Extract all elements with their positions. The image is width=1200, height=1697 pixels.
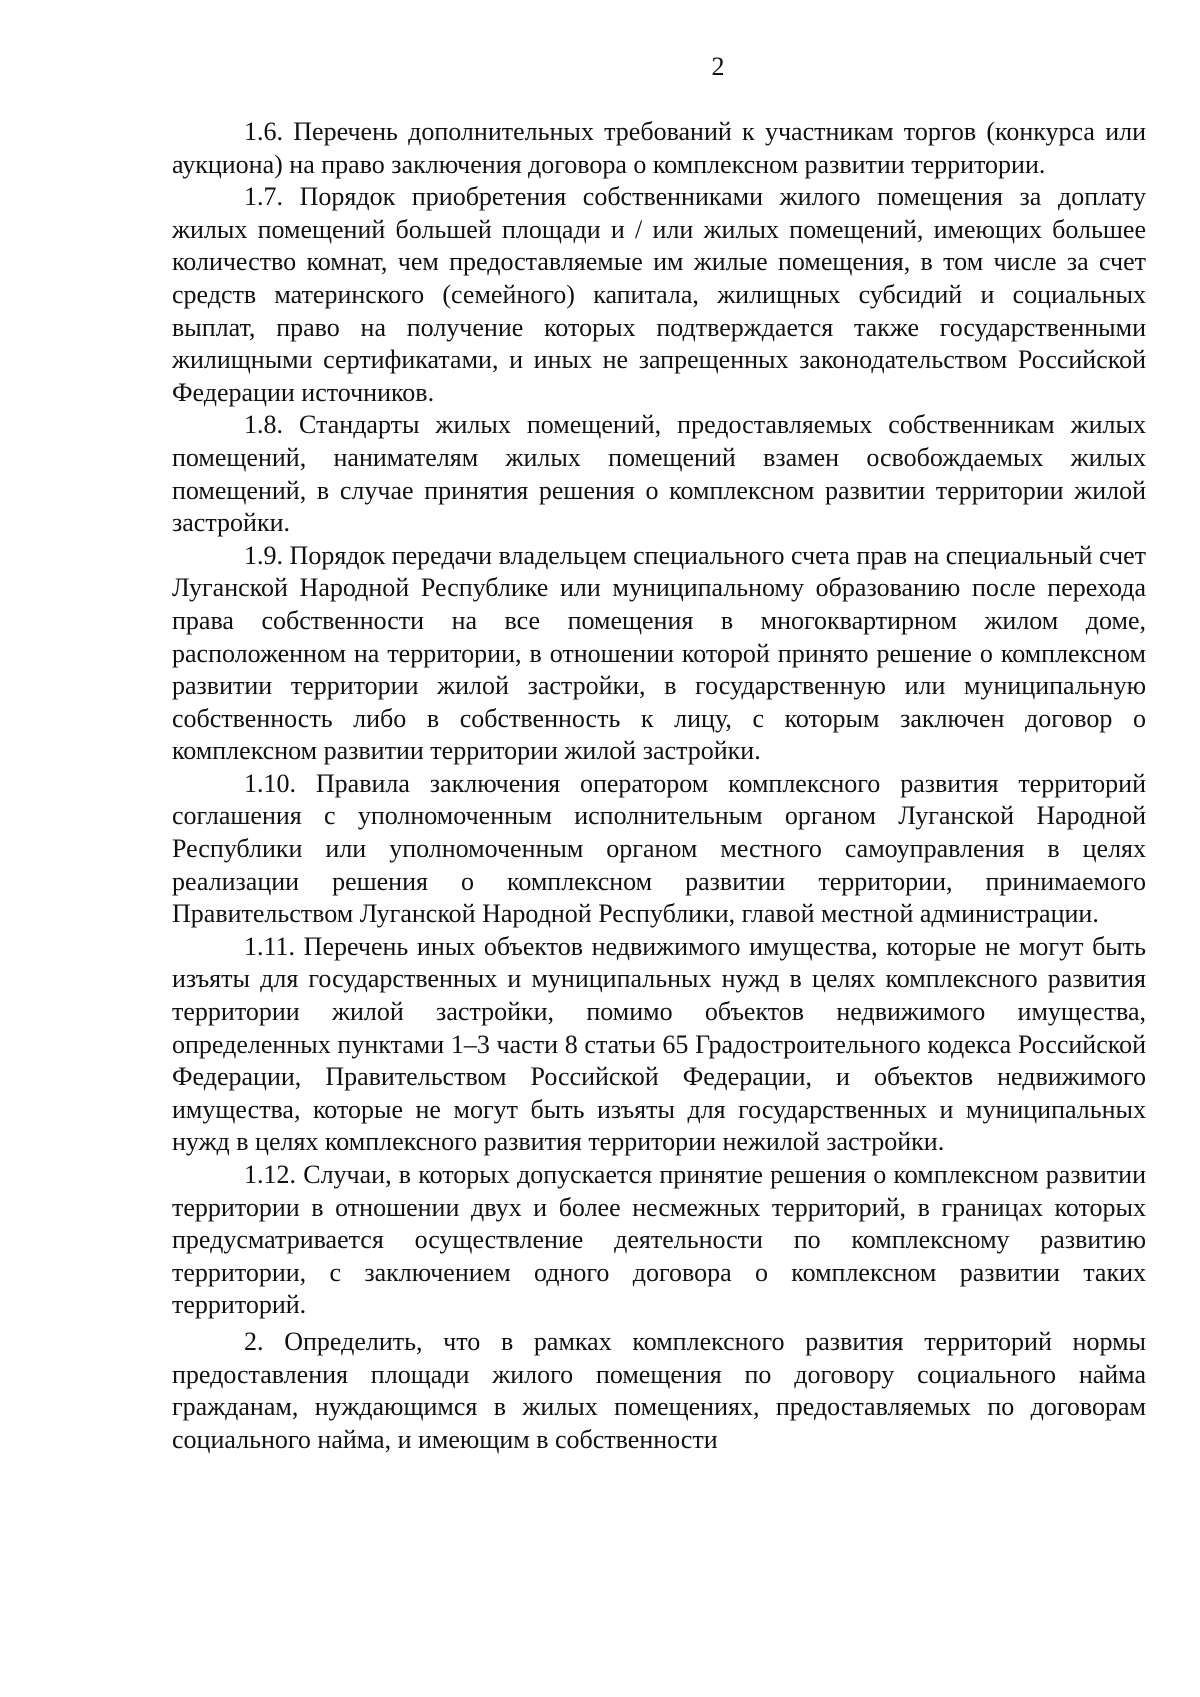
paragraph-2: 2. Определить, что в рамках комплексного развития территорий нормы предоставления площади жилого помещения по договору социального найма гражданам, нуждающимся в жилых помещениях, предоставляемых по договорам социального найма, и имеющим в собственности (172, 1326, 1146, 1454)
paragraph-1-8: 1.8. Стандарты жилых помещений, предоставляемых собственникам жилых помещений, нанимателям жилых помещений взамен освобождаемых жилых помещений, в случае принятия решения о комплексном развитии территории жилой застройки. (172, 410, 1146, 538)
paragraph-1-11: 1.11. Перечень иных объектов недвижимого имущества, которые не могут быть изъяты для государственных и муниципальных нужд в целях комплексного развития территории жилой застройки, помимо объектов недвижимого имущества, определенных пунктами 1–3 части 8 статьи 65 Градостроительного кодекса Российской Федерации, Правительством Российской Федерации, и объектов недвижимого имущества, которые не могут быть изъяты для государственных и муниципальных нужд в целях комплексного развития территории нежилой застройки. (172, 931, 1146, 1157)
paragraph-1-12: 1.12. Случаи, в которых допускается принятие решения о комплексном развитии территории в отношении двух и более несмежных территорий, в границах которых предусматривается осуществление деятельности по комплексному развитию территории, с заключением одного договора о комплексном развитии таких территорий. (172, 1160, 1146, 1320)
paragraph-1-7: 1.7. Порядок приобретения собственниками жилого помещения за доплату жилых помещений большей площади и / или жилых помещений, имеющих большее количество комнат, чем предоставляемые им жилые помещения, в том числе за счет средств материнского (семейного) капитала, жилищных субсидий и социальных выплат, право на получение которых подтверждается также государственными жилищными сертификатами, и иных не запрещенных законодательством Российской Федерации источников. (172, 182, 1146, 407)
page-number: 2 (711, 52, 725, 81)
paragraph-1-9: 1.9. Порядок передачи владельцем специального счета прав на специальный счет Луганской Народной Республике или муниципальному образованию после перехода права собственности на все помещения в многоквартирном жилом доме, расположенном на территории, в отношении которой принято решение о комплексном развитии территории жилой застройки, в государственную или муниципальную собственность либо в собственность к лицу, с которым заключен договор о комплексном развитии территории жилой застройки. (172, 540, 1146, 766)
paragraph-1-6: 1.6. Перечень дополнительных требований к участникам торгов (конкурса или аукциона) на право заключения договора о комплексном развитии территории. (172, 117, 1146, 179)
paragraph-1-10: 1.10. Правила заключения оператором комплексного развития территорий соглашения с уполномоченным исполнительным органом Луганской Народной Республики или уполномоченным органом местного самоуправления в целях реализации решения о комплексном развитии территории, принимаемого Правительством Луганской Народной Республики, главой местной администрации. (172, 768, 1146, 929)
